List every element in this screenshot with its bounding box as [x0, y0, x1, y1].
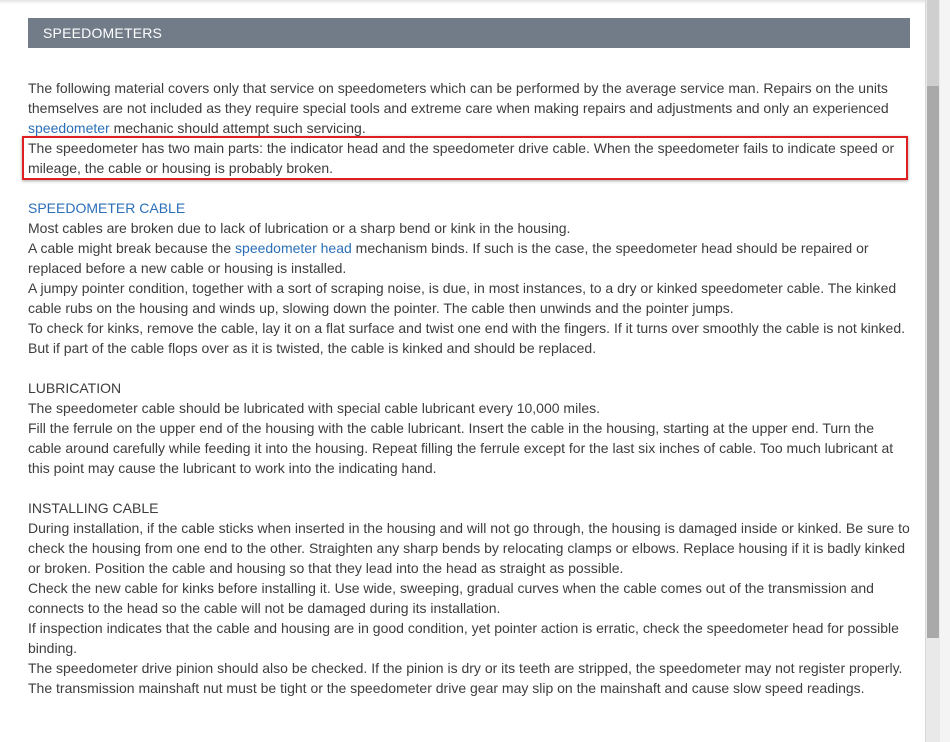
- installing-paragraph-1: During installation, if the cable sticks when inserted in the housing and will not go through, the housing is damaged inside or kinked. Be sure to check the housing from one end to the other. Straighten any sharp bends by relocating clamps or elbows. Replace housing if it is badly kinked or broken. Position the cable and housing so that they lead into the head as straight as possible.: [28, 520, 910, 576]
- speedometer-cable-heading[interactable]: SPEEDOMETER CABLE: [28, 200, 186, 216]
- intro-paragraph: [28, 78, 910, 138]
- cable-paragraph-4: To check for kinks, remove the cable, lay it on a flat surface and twist one end with the fingers. If it turns over smoothly the cable is not kinked. But if part of the cable flops over as it is twisted, the cable is kinked and should be replaced.: [28, 320, 905, 356]
- window-edge: [940, 0, 950, 742]
- lubrication-heading: LUBRICATION: [28, 380, 122, 396]
- lubrication-paragraph-2: Fill the ferrule on the upper end of the housing with the cable lubricant. Insert the cable in the housing, starting at the upper end. Turn the cable around carefully while feeding it into the housing. Repeat filling the ferrule except for the last six inches of cable. Too much lubricant at this point may cause the lubricant to work into the indicating hand.: [28, 420, 894, 476]
- cable-paragraph-3: A jumpy pointer condition, together with a sort of scraping noise, is due, in most instances, to a dry or kinked speedometer cable. The kinked cable rubs on the housing and winds up, slowing down the pointer. The cable then unwinds and the pointer jumps.: [28, 280, 897, 316]
- installing-paragraph-3: If inspection indicates that the cable and housing are in good condition, yet pointer action is erratic, check the speedometer head for possible binding.: [28, 620, 899, 656]
- highlighted-paragraph: The speedometer has two main parts: the indicator head and the speedometer drive cable. When the speedometer fails to indicate speed or mileage, the cable or housing is probably broken.: [28, 140, 895, 176]
- installing-cable-heading: INSTALLING CABLE: [28, 500, 159, 516]
- panel-top-edge: [0, 0, 925, 4]
- cable-p2-before: A cable might break because the: [28, 240, 236, 256]
- speedometer-head-link[interactable]: speedometer head: [235, 240, 352, 256]
- intro-text-tail: mechanic should attempt such servicing.: [109, 120, 366, 136]
- cable-p2-after: mechanism binds. If such is the case, the speedometer head should be repaired or replaced before a new cable or housing is installed.: [28, 240, 869, 276]
- installing-paragraph-2: Check the new cable for kinks before installing it. Use wide, sweeping, gradual curves when the cable comes out of the transmission and connects to the head so the cable will not be damaged during its installation.: [28, 580, 874, 616]
- section-header: [28, 18, 910, 48]
- cable-paragraph-2: [28, 238, 910, 278]
- cable-paragraph-1: Most cables are broken due to lack of lubrication or a sharp bend or kink in the housing.: [28, 220, 571, 236]
- lubrication-paragraph-1: The speedometer cable should be lubricated with special cable lubricant every 10,000 miles.: [28, 400, 600, 416]
- highlight-box: [22, 136, 908, 180]
- scrollbar-top-region[interactable]: [927, 0, 939, 86]
- installing-paragraph-5: The transmission mainshaft nut must be tight or the speedometer drive gear may slip on the mainshaft and cause slow speed readings.: [28, 680, 865, 696]
- scrollbar-thumb[interactable]: [927, 86, 939, 638]
- installing-paragraph-4: The speedometer drive pinion should also be checked. If the pinion is dry or its teeth are stripped, the speedometer may not register properly.: [28, 660, 903, 676]
- section-title: SPEEDOMETERS: [43, 25, 163, 41]
- intro-text: The following material covers only that service on speedometers which can be performed by the average service man. Repairs on the units themselves are not included as they require special tools and extreme care when making repairs and adjustments and only an experienced: [28, 80, 889, 116]
- speedometer-link[interactable]: speedometer: [28, 120, 110, 136]
